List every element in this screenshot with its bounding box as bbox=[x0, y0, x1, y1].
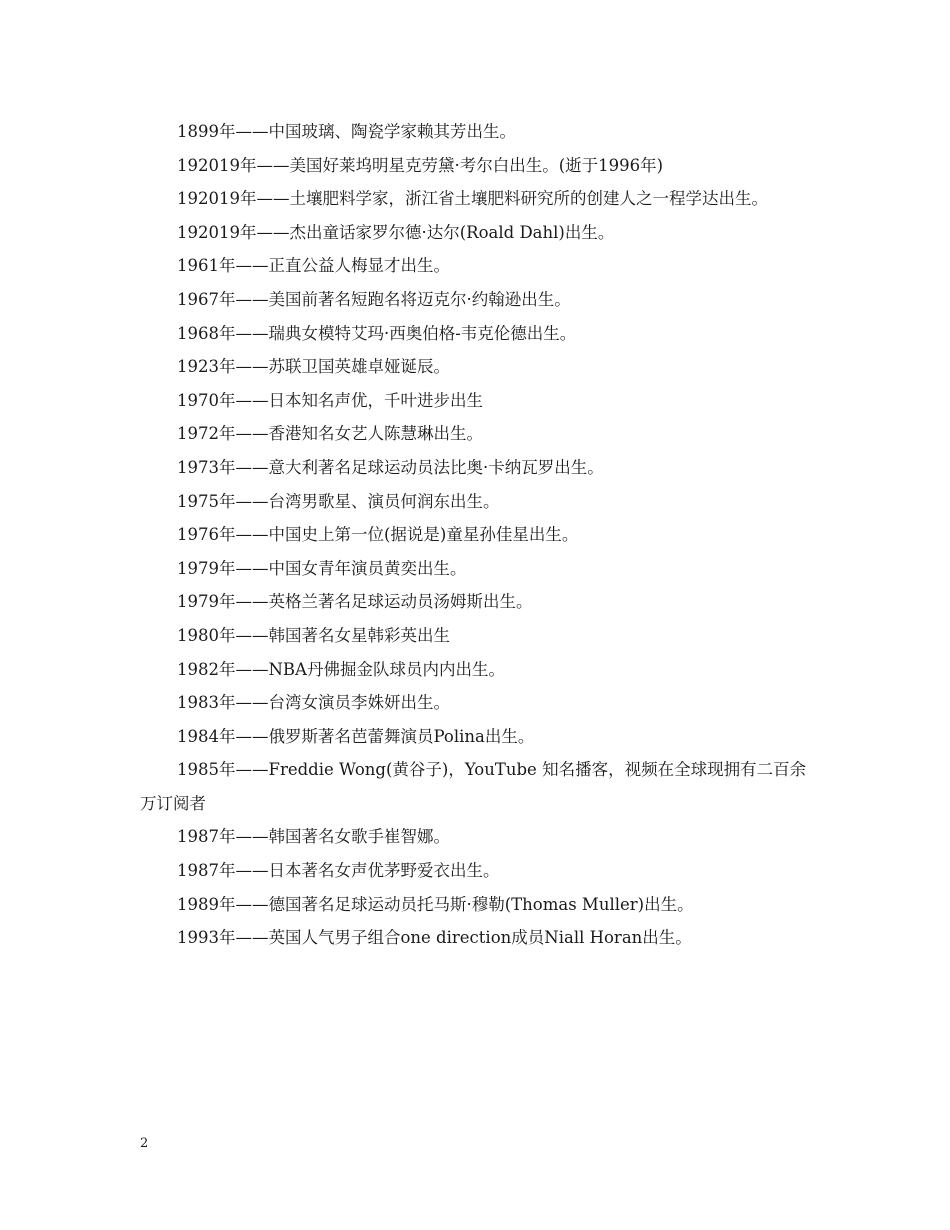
list-item: 1967年——美国前著名短跑名将迈克尔·约翰逊出生。 bbox=[177, 289, 571, 309]
page-number: 2 bbox=[140, 1136, 149, 1151]
list-item: 1989年——德国著名足球运动员托马斯·穆勒(Thomas Muller)出生。 bbox=[177, 894, 694, 914]
list-item: 1972年——香港知名女艺人陈慧琳出生。 bbox=[177, 424, 483, 444]
list-item: 1980年——韩国著名女星韩彩英出生 bbox=[177, 625, 450, 645]
list-item: 1923年——苏联卫国英雄卓娅诞辰。 bbox=[177, 357, 450, 377]
list-item: 1982年——NBA丹佛掘金队球员内内出生。 bbox=[177, 659, 505, 679]
list-item: 192019年——杰出童话家罗尔德·达尔(Roald Dahl)出生。 bbox=[177, 222, 615, 242]
list-item: 1968年——瑞典女模特艾玛·西奥伯格-韦克伦德出生。 bbox=[177, 323, 577, 343]
document-body bbox=[140, 115, 815, 955]
list-item: 1976年——中国史上第一位(据说是)童星孙佳星出生。 bbox=[177, 525, 579, 545]
list-item: 1970年——日本知名声优，千叶进步出生 bbox=[177, 390, 483, 410]
list-item: 192019年——土壤肥料学家，浙江省土壤肥料研究所的创建人之一程学达出生。 bbox=[177, 189, 768, 209]
list-item: 1984年——俄罗斯著名芭蕾舞演员Polina出生。 bbox=[177, 726, 535, 746]
list-item: 1973年——意大利著名足球运动员法比奥·卡纳瓦罗出生。 bbox=[177, 457, 604, 477]
list-item: 1983年——台湾女演员李姝妍出生。 bbox=[177, 693, 450, 713]
list-item: 1979年——英格兰著名足球运动员汤姆斯出生。 bbox=[177, 592, 533, 612]
list-item: 1987年——韩国著名女歌手崔智娜。 bbox=[177, 827, 450, 847]
list-item: 1987年——日本著名女声优茅野爱衣出生。 bbox=[177, 861, 500, 881]
list-item: 1975年——台湾男歌星、演员何润东出生。 bbox=[177, 491, 500, 511]
list-item: 192019年——美国好莱坞明星克劳黛·考尔白出生。(逝于1996年) bbox=[177, 155, 664, 175]
list-item: 1961年——正直公益人梅显才出生。 bbox=[177, 256, 450, 276]
list-item: 1899年——中国玻璃、陶瓷学家赖其芳出生。 bbox=[177, 122, 516, 141]
list-item: 1993年——英国人气男子组合one direction成员Niall Horan出生。 bbox=[177, 928, 692, 948]
list-item: 1979年——中国女青年演员黄奕出生。 bbox=[177, 558, 467, 578]
list-item: 1985年——Freddie Wong(黄谷子)，YouTube 知名播客，视频在全球现拥有二百余万订阅者 bbox=[140, 760, 807, 813]
